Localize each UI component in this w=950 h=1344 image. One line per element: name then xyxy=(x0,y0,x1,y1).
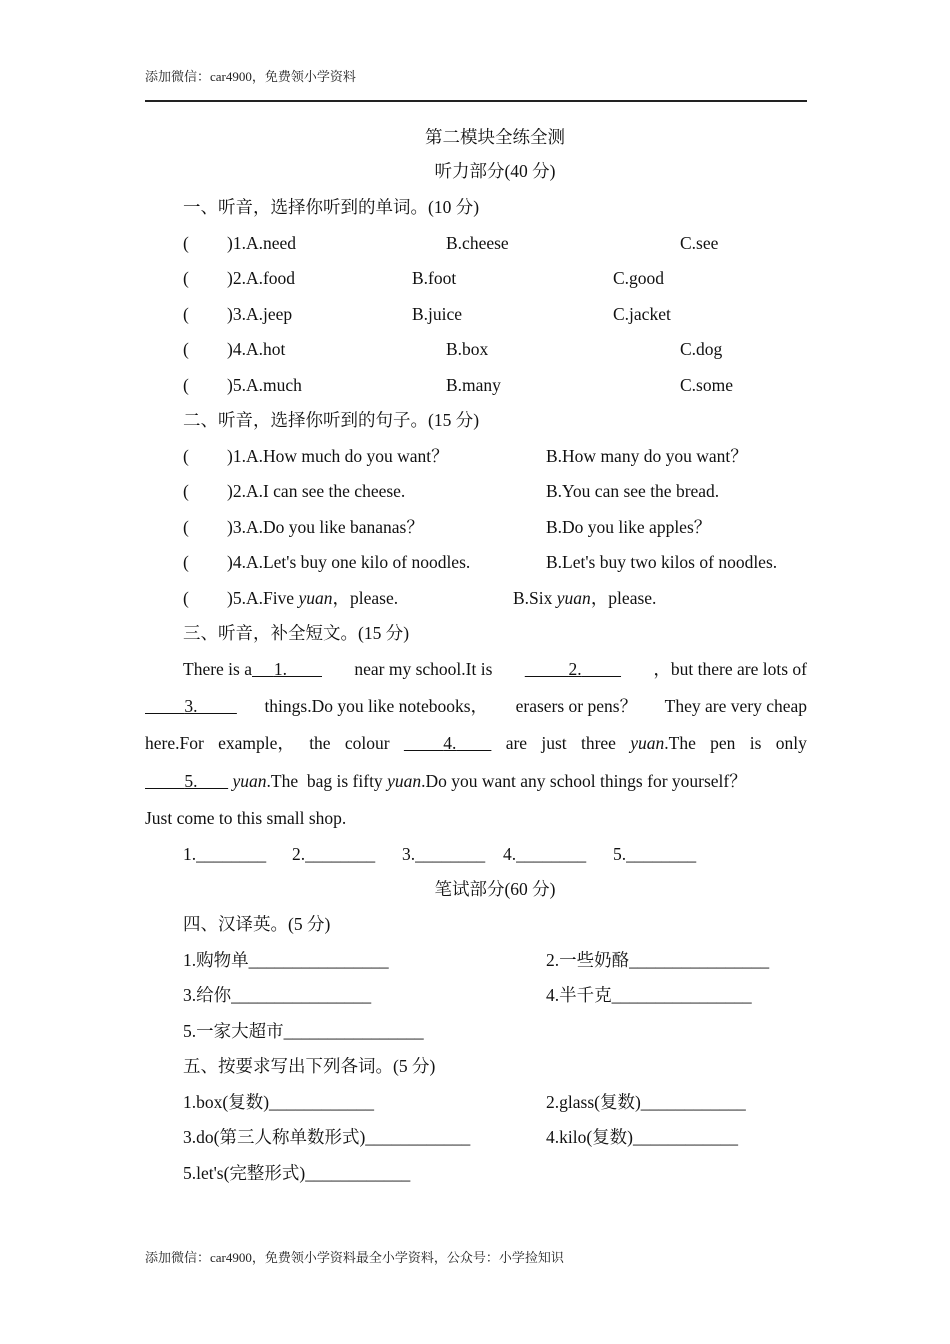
translate-item: 2.一些奶酪________________ xyxy=(546,950,770,970)
passage-blank-2 xyxy=(525,658,621,680)
answer-blank-1: 1.________ xyxy=(183,844,267,864)
passage-text: erasers or pens？ xyxy=(515,696,638,716)
option-a: )5.A.much xyxy=(227,375,302,395)
passage-text: is xyxy=(749,733,762,753)
option-c: C.see xyxy=(680,233,719,253)
answer-paren: ( xyxy=(183,481,189,501)
option-b: B.Do you like apples？ xyxy=(546,517,712,537)
passage-text: ，but there are lots of xyxy=(653,659,807,679)
answer-paren: ( xyxy=(183,517,189,537)
answer-paren: ( xyxy=(183,339,189,359)
option-b-text: B.Six xyxy=(513,588,557,608)
option-c: C.good xyxy=(613,268,665,288)
option-b: B.How many do you want？ xyxy=(546,446,748,466)
blank-number: 3. xyxy=(184,696,198,716)
answer-paren: ( xyxy=(183,446,189,466)
blank-number: 2. xyxy=(568,659,582,679)
answer-paren: ( xyxy=(183,552,189,572)
passage-text: There is a xyxy=(183,659,252,679)
passage-text: just xyxy=(541,733,567,753)
passage-italic: yuan xyxy=(387,771,422,791)
blank-number: 5. xyxy=(184,771,198,791)
page-footer: 添加微信：car4900，免费领小学资料最全小学资料，公众号：小学捡知识 xyxy=(145,1250,564,1265)
section5-heading: 五、按要求写出下列各词。(5 分) xyxy=(183,1056,436,1076)
passage-line-3 xyxy=(145,732,807,754)
page-title: 第二模块全练全测 xyxy=(425,127,565,147)
passage-text: .The xyxy=(664,733,696,753)
answer-blank-3: 3.________ xyxy=(402,844,486,864)
blank-number: 1. xyxy=(273,659,287,679)
written-title: 笔试部分(60 分) xyxy=(434,879,556,899)
option-a-text: )5.A.Five xyxy=(227,588,299,608)
option-a: )1.A.How much do you want？ xyxy=(227,446,449,466)
word-form-item: 2.glass(复数)____________ xyxy=(546,1092,746,1112)
option-b: B.You can see the bread. xyxy=(546,481,720,501)
passage-italic: yuan xyxy=(232,771,267,791)
passage-text: example， xyxy=(218,733,295,753)
translate-item: 4.半千克________________ xyxy=(546,985,752,1005)
option-a: )1.A.need xyxy=(227,233,297,253)
word-form-item: 5.let's(完整形式)____________ xyxy=(183,1163,411,1183)
answer-paren: ( xyxy=(183,268,189,288)
passage-text: the xyxy=(309,733,331,753)
passage-text: colour xyxy=(344,733,390,753)
answer-blank-2: 2.________ xyxy=(292,844,376,864)
translate-item: 3.给你________________ xyxy=(183,985,372,1005)
option-b: B.juice xyxy=(412,304,463,324)
passage-text: things.Do you like notebooks， xyxy=(264,696,489,716)
option-a: )4.A.hot xyxy=(227,339,286,359)
option-a: )4.A.Let's buy one kilo of noodles. xyxy=(227,552,471,572)
answer-paren: ( xyxy=(183,375,189,395)
section4-heading: 四、汉译英。(5 分) xyxy=(183,914,331,934)
option-b xyxy=(513,587,656,609)
passage-blank-3 xyxy=(145,695,237,717)
passage-line-5: Just come to this small shop. xyxy=(145,808,347,828)
passage-text: are xyxy=(505,733,528,753)
answer-blank-5: 5.________ xyxy=(613,844,697,864)
passage-text: here.For xyxy=(145,733,204,753)
option-a-italic: yuan xyxy=(298,588,333,608)
passage-text: They are very cheap xyxy=(664,696,807,716)
passage-blank-4 xyxy=(404,732,492,754)
word-form-item: 4.kilo(复数)____________ xyxy=(546,1127,739,1147)
section2-heading: 二、听音，选择你听到的句子。(15 分) xyxy=(183,410,480,430)
option-b: B.many xyxy=(446,375,501,395)
answer-blank-4: 4.________ xyxy=(503,844,587,864)
passage-text: only xyxy=(775,733,807,753)
option-b: B.foot xyxy=(412,268,457,288)
option-a: )3.A.jeep xyxy=(227,304,293,324)
page-header: 添加微信：car4900，免费领小学资料 xyxy=(145,69,356,84)
passage-italic: yuan xyxy=(630,733,665,753)
passage-blank-5 xyxy=(145,771,228,791)
passage-text: three xyxy=(580,733,616,753)
passage-line-2 xyxy=(145,695,807,717)
passage-text: .The bag is fifty xyxy=(266,771,388,791)
option-a: )3.A.Do you like bananas？ xyxy=(227,517,424,537)
passage-text: pen xyxy=(710,733,736,753)
passage-blank-1 xyxy=(252,659,322,679)
section1-heading: 一、听音，选择你听到的单词。(10 分) xyxy=(183,197,480,217)
passage-text: near my school.It is xyxy=(354,659,493,679)
option-c: C.some xyxy=(680,375,733,395)
passage-line-1 xyxy=(183,658,807,680)
passage-line-4 xyxy=(145,770,747,792)
option-a: )2.A.I can see the cheese. xyxy=(227,481,406,501)
answer-paren: ( xyxy=(183,304,189,324)
answer-paren: ( xyxy=(183,233,189,253)
option-a-text-end: ，please. xyxy=(332,588,399,608)
header-divider xyxy=(145,100,807,102)
answer-paren: ( xyxy=(183,588,189,608)
translate-item: 5.一家大超市________________ xyxy=(183,1021,424,1041)
option-c: C.jacket xyxy=(613,304,671,324)
word-form-item: 3.do(第三人称单数形式)____________ xyxy=(183,1127,471,1147)
option-b: B.cheese xyxy=(446,233,509,253)
option-a: )2.A.food xyxy=(227,268,296,288)
translate-item: 1.购物单________________ xyxy=(183,950,389,970)
option-a xyxy=(227,587,398,609)
section3-heading: 三、听音，补全短文。(15 分) xyxy=(183,623,410,643)
option-c: C.dog xyxy=(680,339,723,359)
listening-title: 听力部分(40 分) xyxy=(434,161,556,181)
word-form-item: 1.box(复数)____________ xyxy=(183,1092,375,1112)
blank-number: 4. xyxy=(443,733,457,753)
option-b: B.box xyxy=(446,339,489,359)
option-b-text-end: ，please. xyxy=(590,588,657,608)
passage-text: .Do you want any school things for yourself？ xyxy=(421,771,747,791)
option-b-italic: yuan xyxy=(556,588,591,608)
option-b: B.Let's buy two kilos of noodles. xyxy=(546,552,778,572)
